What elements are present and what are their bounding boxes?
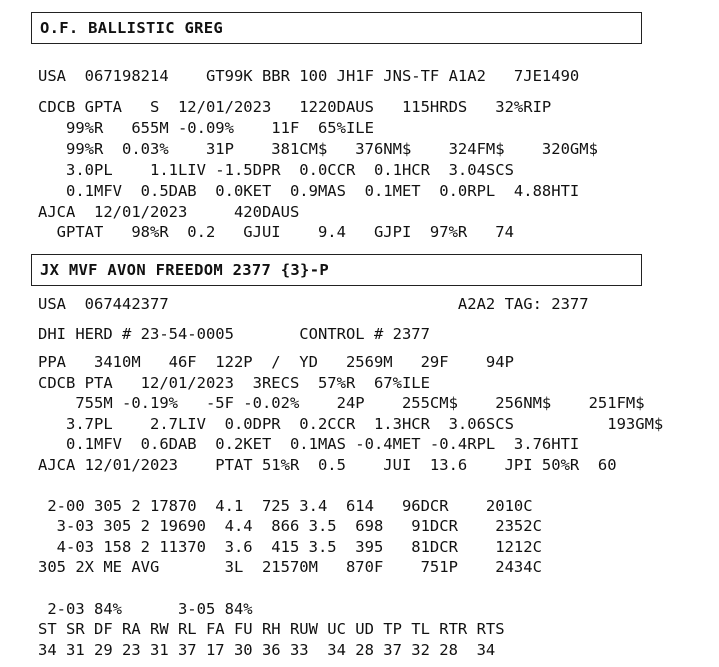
sire-line-3: 99%R 655M -0.09% 11F 65%ILE — [38, 119, 374, 137]
sire-line-4: 99%R 0.03% 31P 381CM$ 376NM$ 324FM$ 320GM$ — [38, 140, 598, 158]
sire-line-6: 0.1MFV 0.5DAB 0.0KET 0.9MAS 0.1MET 0.0RPL 4.88HTI — [38, 182, 580, 200]
lactation-row-2: 3-03 305 2 19690 4.4 866 3.5 698 91DCR 2352C — [38, 517, 542, 535]
lactation-avg-row: 305 2X ME AVG 3L 21570M 870F 751P 2434C — [38, 558, 542, 576]
cow-name-box — [31, 254, 642, 286]
cow-line-6: 3.7PL 2.7LIV 0.0DPR 0.2CCR 1.3HCR 3.06SCS 193GM$ — [38, 415, 664, 433]
sire-line-7: AJCA 12/01/2023 420DAUS — [38, 203, 300, 221]
linear-trait-values: 34 31 29 23 31 37 17 30 36 33 34 28 37 32 28 34 — [38, 641, 496, 659]
cow-line-1: USA 067442377 A2A2 TAG: 2377 — [38, 295, 589, 313]
sire-line-8: GPTAT 98%R 0.2 GJUI 9.4 GJPI 97%R 74 — [38, 223, 514, 241]
cow-name: JX MVF AVON FREEDOM 2377 {3}-P — [40, 261, 329, 279]
cow-line-8: AJCA 12/01/2023 PTAT 51%R 0.5 JUI 13.6 JPI 50%R 60 — [38, 456, 617, 474]
cow-line-3: PPA 3410M 46F 122P / YD 2569M 29F 94P — [38, 353, 514, 371]
linear-trait-headers: ST SR DF RA RW RL FA FU RH RUW UC UD TP TL RTR RTS — [38, 620, 505, 638]
cow-line-4: CDCB PTA 12/01/2023 3RECS 57%R 67%ILE — [38, 374, 430, 392]
sire-line-2: CDCB GPTA S 12/01/2023 1220DAUS 115HRDS 32%RIP — [38, 98, 552, 116]
cow-line-2: DHI HERD # 23-54-0005 CONTROL # 2377 — [38, 325, 430, 343]
lactation-row-3: 4-03 158 2 11370 3.6 415 3.5 395 81DCR 1212C — [38, 538, 542, 556]
cow-line-5: 755M -0.19% -5F -0.02% 24P 255CM$ 256NM$ 251FM$ — [38, 394, 645, 412]
lactation-row-1: 2-00 305 2 17870 4.1 725 3.4 614 96DCR 2010C — [38, 497, 533, 515]
sire-name: O.F. BALLISTIC GREG — [40, 19, 224, 37]
sire-name-box — [31, 12, 642, 44]
cow-line-7: 0.1MFV 0.6DAB 0.2KET 0.1MAS -0.4MET -0.4RPL 3.76HTI — [38, 435, 580, 453]
sire-line-1: USA 067198214 GT99K BBR 100 JH1F JNS-TF A1A2 7JE1490 — [38, 67, 580, 85]
classification-scores: 2-03 84% 3-05 84% — [38, 600, 253, 618]
sire-line-5: 3.0PL 1.1LIV -1.5DPR 0.0CCR 0.1HCR 3.04SCS — [38, 161, 514, 179]
